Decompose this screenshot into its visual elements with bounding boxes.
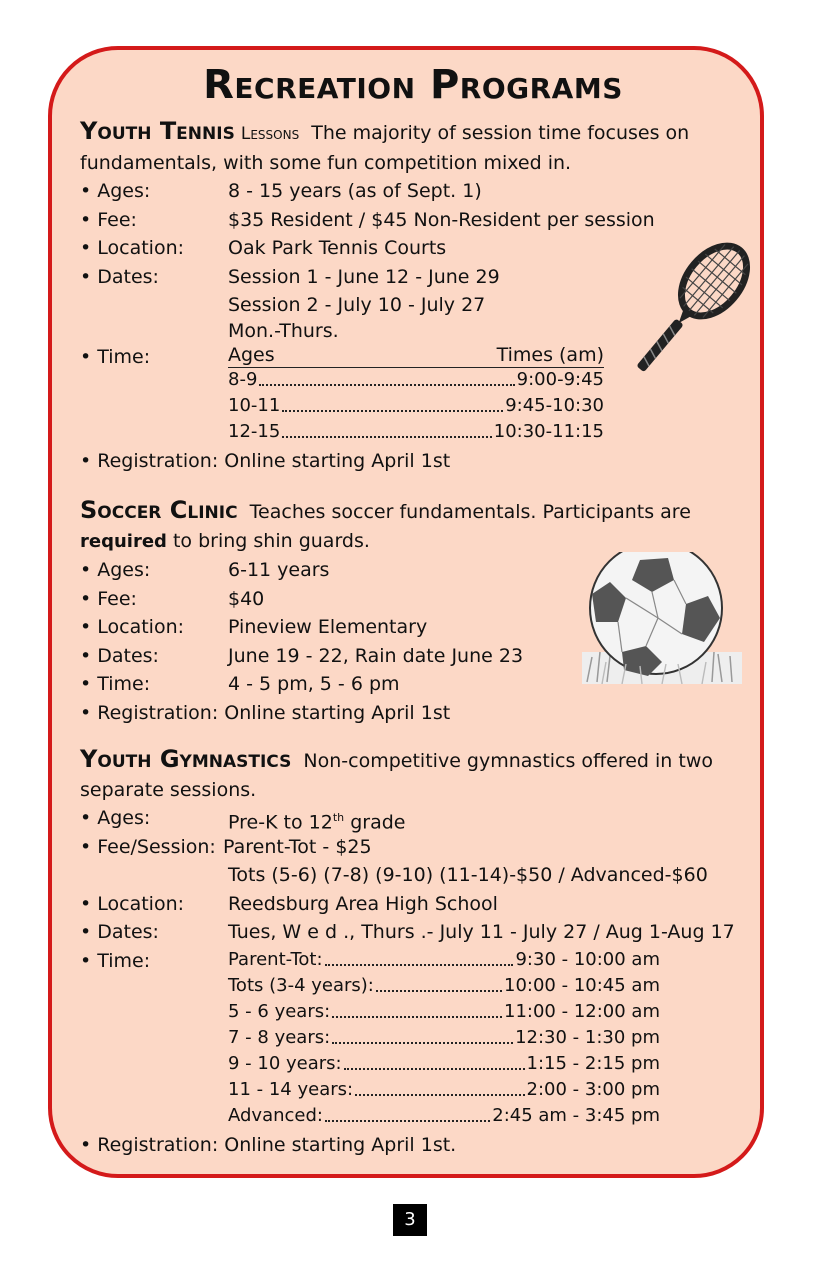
time-label: • Time:: [80, 346, 151, 368]
fee-value: $35 Resident / $45 Non-Resident per session: [228, 208, 655, 231]
dates-label: • Dates:: [80, 921, 159, 943]
table-row: [228, 1025, 660, 1051]
table-row: [228, 947, 660, 973]
table-cell-group: Parent-Tot:: [228, 948, 323, 970]
tennis-intro-line: [80, 117, 760, 177]
location-value: Oak Park Tennis Courts: [228, 237, 447, 259]
time-label: • Time:: [80, 949, 151, 972]
location-label: • Location:: [80, 237, 185, 259]
table-header-times: Times (am): [496, 344, 604, 366]
dates-label: • Dates:: [80, 265, 159, 288]
tennis-title: Youth Tennis: [80, 117, 235, 145]
time-label: • Time:: [80, 673, 151, 695]
tennis-time-table-header: [228, 343, 604, 368]
location-label: • Location:: [80, 616, 185, 638]
table-cell-time: 1:15 - 2:15 pm: [526, 1052, 660, 1074]
fee-value: Parent-Tot - $25: [223, 835, 372, 858]
gymnastics-time-table: [228, 947, 760, 1129]
table-cell-group: 5 - 6 years:: [228, 1000, 331, 1022]
ages-value-text: Pre-K to 12: [228, 811, 333, 834]
gymnastics-dates-row: [80, 918, 760, 947]
time-value: 4 - 5 pm, 5 - 6 pm: [228, 673, 400, 695]
tennis-ages-row: [80, 177, 760, 206]
table-cell-time: 9:45-10:30: [505, 395, 604, 416]
dates-value: June 19 - 22, Rain date June 23: [228, 644, 524, 667]
dates-label: • Dates:: [80, 644, 159, 667]
dot-leader: [332, 999, 502, 1018]
table-row: [228, 1077, 660, 1103]
table-cell-group: Tots (3-4 years):: [228, 974, 374, 996]
gymnastics-registration: • Registration: Online starting April 1st.: [80, 1133, 457, 1156]
dot-leader: [282, 393, 503, 412]
gymnastics-section: [80, 745, 760, 1159]
gymnastics-ages-row: [80, 804, 760, 833]
soccer-intro-line: [80, 496, 756, 556]
gymnastics-location-row: [80, 890, 760, 919]
fee-label: • Fee/Session:: [80, 835, 216, 858]
page-number: 3: [393, 1204, 427, 1236]
table-row: [228, 393, 604, 419]
location-value: Reedsburg Area High School: [228, 892, 498, 915]
table-row: [228, 999, 660, 1025]
dot-leader: [355, 1077, 524, 1096]
soccer-title: Soccer Clinic: [80, 496, 238, 524]
table-row: [228, 367, 604, 393]
fee-value-2: Tots (5-6) (7-8) (9-10) (11-14)-$50 / Advanced-$60: [228, 864, 708, 886]
ages-label: • Ages:: [80, 807, 151, 829]
table-row: [228, 1051, 660, 1077]
page-title: Recreation Programs: [203, 62, 623, 108]
table-row: [228, 973, 660, 999]
table-cell-time: 10:30-11:15: [493, 421, 604, 442]
tennis-fee-row: [80, 206, 760, 235]
gymnastics-fee-row: [80, 833, 760, 862]
fee-label: • Fee:: [80, 208, 137, 231]
dot-leader: [332, 1025, 513, 1044]
soccer-registration: • Registration: Online starting April 1st: [80, 701, 451, 724]
gymnastics-fee-cont: [80, 861, 760, 890]
tennis-racket-icon: [604, 236, 764, 386]
dot-leader: [344, 1051, 525, 1070]
ages-label: • Ages:: [80, 180, 151, 202]
soccer-intro-post: to bring shin guards.: [172, 529, 370, 552]
table-cell-time: 2:00 - 3:00 pm: [526, 1078, 660, 1100]
soccer-ball-icon: [582, 552, 742, 684]
tennis-intro: The majority of session time focuses on fundamentals, with some fun competition mixed in.: [80, 122, 690, 174]
fee-label: • Fee:: [80, 587, 137, 610]
table-cell-time: 2:45 am - 3:45 pm: [492, 1104, 660, 1126]
table-cell-ages: 8-9: [228, 369, 258, 390]
ages-value-suffix: grade: [344, 811, 406, 834]
soccer-intro-bold: required: [80, 530, 167, 552]
ages-label: • Ages:: [80, 559, 151, 581]
table-row: [228, 1103, 660, 1129]
table-cell-ages: 12-15: [228, 421, 281, 442]
dates-line-1: Session 1 - June 12 - June 29: [228, 265, 500, 288]
table-header-ages: Ages: [228, 344, 275, 366]
ages-value-sup: th: [332, 811, 345, 824]
table-cell-time: 9:00-9:45: [516, 369, 604, 390]
location-label: • Location:: [80, 892, 185, 915]
fee-value: $40: [228, 587, 265, 610]
tennis-registration: • Registration: Online starting April 1st: [80, 450, 451, 472]
tennis-subtitle: Lessons: [240, 124, 300, 144]
table-cell-time: 10:00 - 10:45 am: [504, 974, 660, 996]
table-cell-time: 12:30 - 1:30 pm: [515, 1026, 660, 1048]
ages-value: 6-11 years: [228, 559, 330, 581]
dot-leader: [325, 947, 514, 966]
table-cell-group: 11 - 14 years:: [228, 1078, 354, 1100]
table-cell-ages: 10-11: [228, 395, 281, 416]
soccer-intro-pre: Teaches soccer fundamentals. Participants are: [249, 501, 691, 523]
dot-leader: [376, 973, 502, 992]
dot-leader: [282, 419, 491, 438]
table-cell-time: 11:00 - 12:00 am: [504, 1000, 660, 1022]
dates-value: Tues, W e d ., Thurs .- July 11 - July 27 / Aug 1-Aug 17: [228, 921, 735, 943]
gymnastics-title: Youth Gymnastics: [80, 745, 292, 773]
gymnastics-intro-line: [80, 745, 760, 804]
table-row: [228, 419, 604, 445]
table-cell-group: Advanced:: [228, 1104, 323, 1126]
location-value: Pineview Elementary: [228, 616, 428, 638]
dot-leader: [259, 367, 514, 386]
dates-line-2: Session 2 - July 10 - July 27: [228, 294, 486, 316]
table-cell-group: 7 - 8 years:: [228, 1026, 331, 1048]
gymnastics-intro: Non-competitive gymnastics offered in two separate sessions.: [80, 750, 713, 801]
table-cell-group: 9 - 10 years:: [228, 1052, 342, 1074]
dot-leader: [325, 1103, 490, 1122]
dates-line-3: Mon.-Thurs.: [228, 320, 339, 342]
ages-value: 8 - 15 years (as of Sept. 1): [228, 180, 482, 202]
table-cell-time: 9:30 - 10:00 am: [515, 948, 660, 970]
